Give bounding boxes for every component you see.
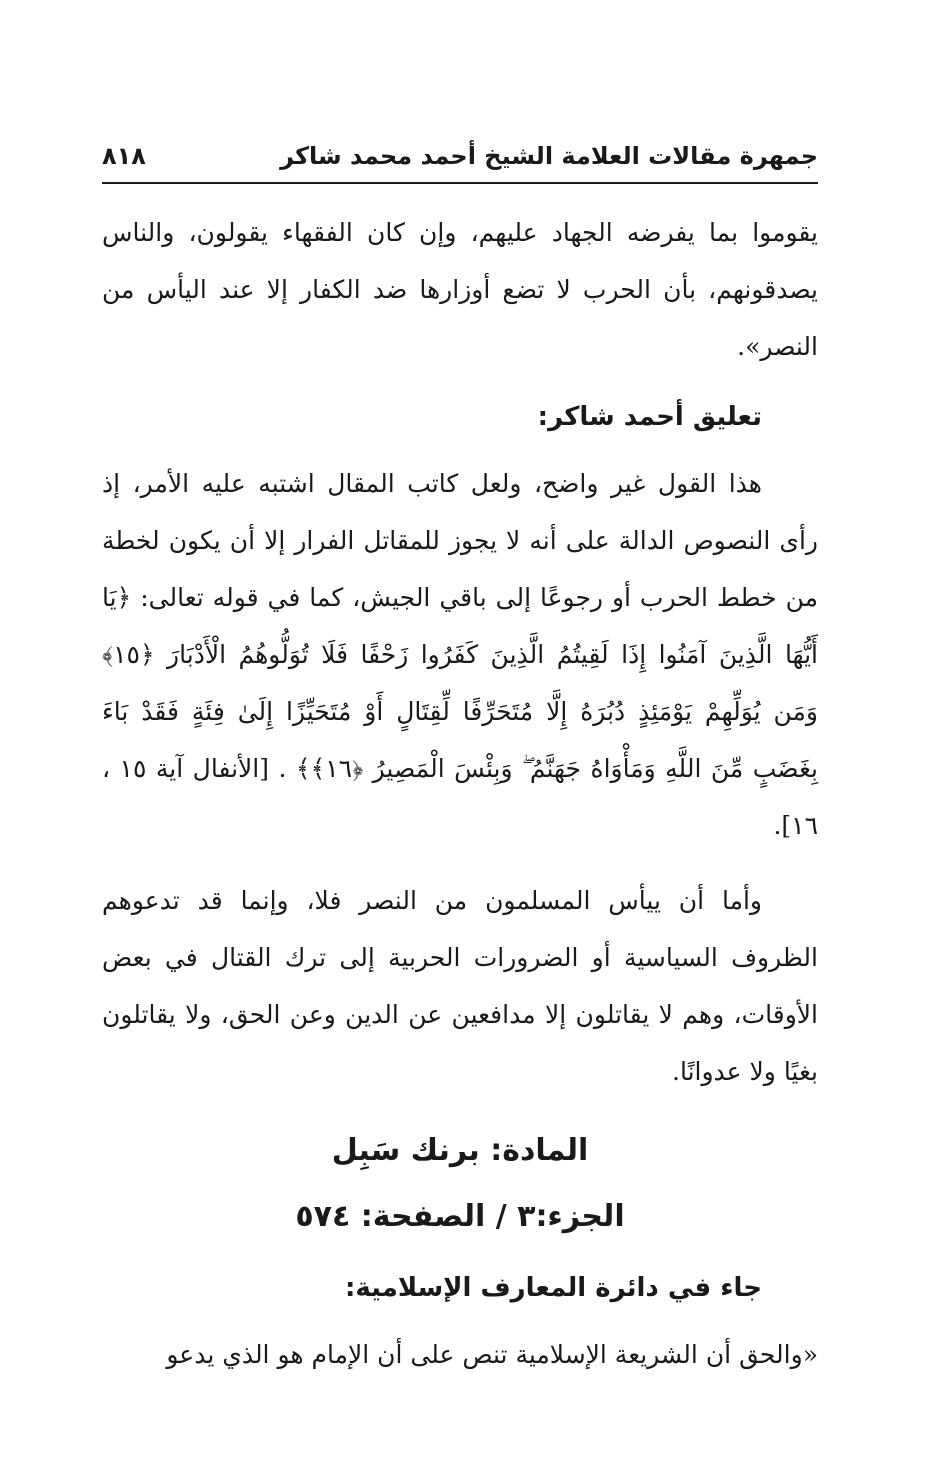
header-divider: [102, 182, 818, 184]
article-title: المادة: برنك سَبِل: [331, 1133, 589, 1168]
quran-verse: ﴿يَا أَيُّهَا الَّذِينَ آمَنُوا إِذَا لَقِيتُمُ الَّذِينَ كَفَرُوا زَحْفًا فَلَا تُوَلُّوهُمُ الْأَدْبَارَ ﴿١٥﴾ وَمَن يُوَلِّهِمْ يَوْمَئِذٍ دُبُرَهُ إِلَّا مُتَحَرِّفًا لِّقِتَالٍ أَوْ مُتَحَيِّزًا إِلَىٰ فِئَةٍ فَقَدْ بَاءَ بِغَضَبٍ مِّنَ اللَّهِ وَمَأْوَاهُ جَهَنَّمُ ۖ وَبِئْسَ الْمَصِيرُ ﴿١٦﴾﴾ .: [102, 583, 819, 783]
page-number: ٨١٨: [102, 142, 146, 170]
comment-paragraph-intro: هذا القول غير واضح، ولعل كاتب المقال اشتبه عليه الأمر، إذ رأى النصوص الدالة على أنه لا يجوز للمقاتل الفرار إلا أن يكون لخطة من خطط الحرب أو رجوعًا إلى باقي الجيش، كما في قوله تعالى:: [102, 469, 818, 612]
article-location: الجزء:٣ / الصفحة: ٥٧٤: [295, 1199, 625, 1234]
quran-reference: [الأنفال آية ١٥ ، ١٦].: [102, 754, 818, 840]
opening-paragraph: يقوموا بما يفرضه الجهاد عليهم، وإن كان الفقهاء يقولون، والناس يصدقونهم، بأن الحرب لا تضع أوزارها ضد الكفار إلا عند اليأس من النصر».: [102, 218, 818, 361]
comment-paragraph: [102, 455, 818, 854]
second-paragraph: وأما أن ييأس المسلمون من النصر فلا، وإنما قد تدعوهم الظروف السياسية أو الضرورات الحربية إلى ترك القتال في بعض الأوقات، وهم لا يقاتلون إلا مدافعين عن الدين وعن الحق، ولا يقاتلون بغيًا ولا عدوانًا.: [102, 886, 818, 1086]
page-header: [102, 136, 818, 176]
comment-heading: تعليق أحمد شاكر:: [537, 402, 762, 432]
page-body: [102, 204, 818, 1383]
last-line: «والحق أن الشريعة الإسلامية تنص على أن الإمام هو الذي يدعو: [166, 1340, 818, 1369]
encyclopedia-heading: جاء في دائرة المعارف الإسلامية:: [344, 1273, 762, 1303]
running-title: جمهرة مقالات العلامة الشيخ أحمد محمد شاكر: [280, 142, 818, 170]
